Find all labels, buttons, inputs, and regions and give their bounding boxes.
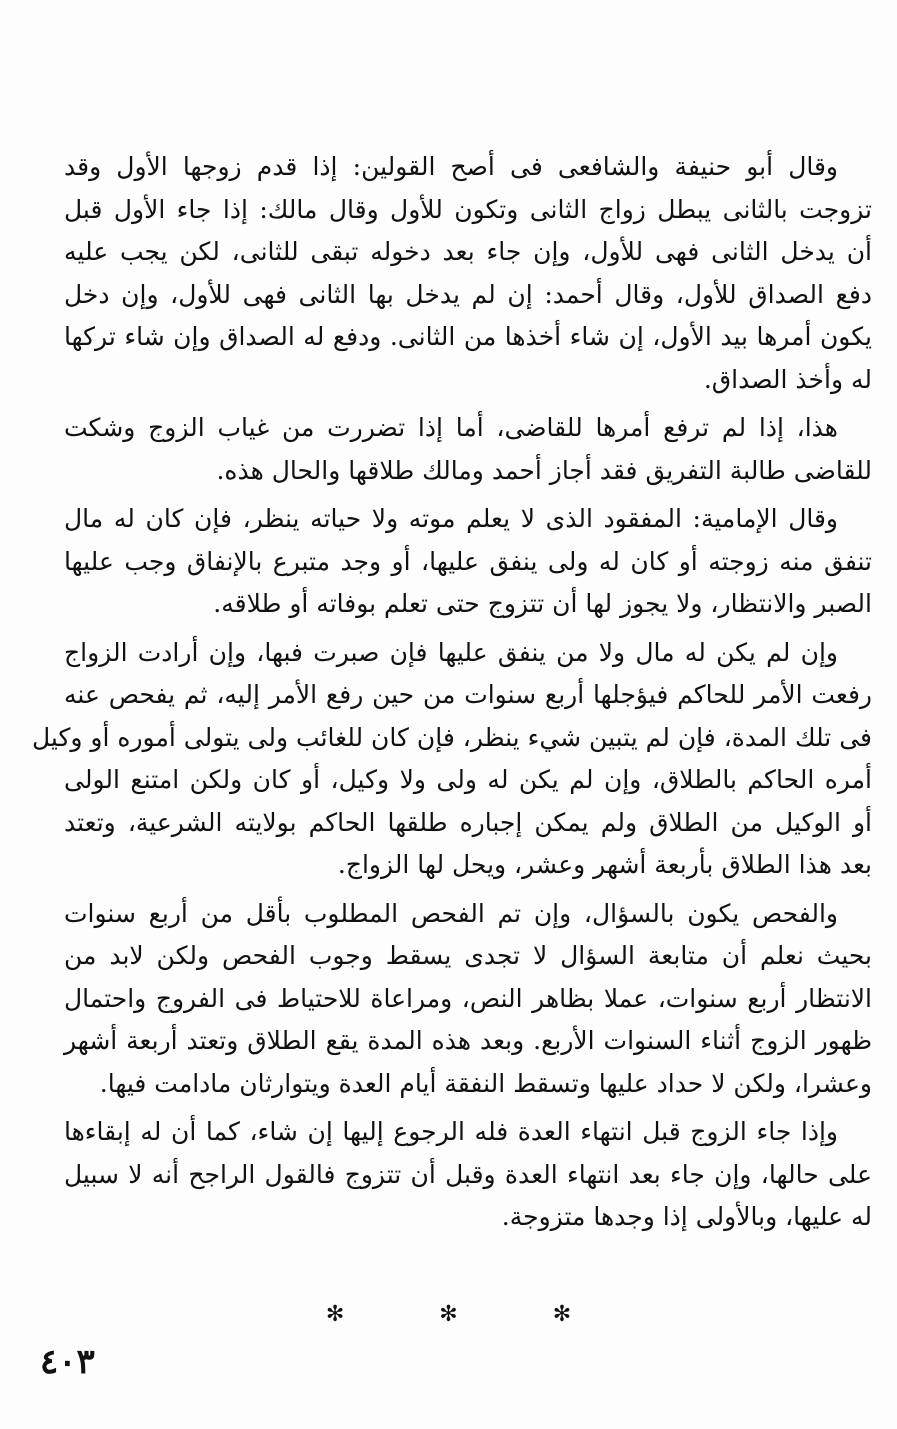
text-line: تنفق منه زوجته أو كان له ولى ينفق عليها، أو وجد متبرع بالإنفاق وجب عليها <box>64 546 872 576</box>
text-line: دفع الصداق للأول، وقال أحمد: إن لم يدخل بها الثانى فهى للأول، وإن دخل <box>64 279 872 309</box>
paragraph <box>64 146 872 401</box>
paragraph <box>64 893 872 1106</box>
text-line: هذا، إذا لم ترفع أمرها للقاضى، أما إذا تضررت من غياب الزوج وشكت <box>64 413 838 442</box>
text-line: أمره الحاكم بالطلاق، وإن لم يكن له ولى ولا وكيل، أو كان ولكن امتنع الولى <box>64 765 872 794</box>
text-line: فى تلك المدة، فإن لم يتبين شيء ينظر، فإن كان للغائب ولى يتولى أموره أو وكيل <box>32 722 872 752</box>
text-line: يكون أمرها بيد الأول، إن شاء أخذها من الثانى. ودفع له الصداق وإن شاء تركها <box>64 322 872 351</box>
text-line: على حالها، وإن جاء بعد انتهاء العدة وقبل أن تتزوج فالقول الراجح أنه لا سبيل <box>64 1159 872 1189</box>
paragraph <box>32 632 872 887</box>
text-line: أن يدخل الثانى فهى للأول، وإن جاء بعد دخوله تبقى للثانى، لكن يجب عليه <box>64 237 872 266</box>
paragraph <box>64 1111 872 1239</box>
text-line: الانتظار أربع سنوات، عملا بظاهر النص، ومراعاة للاحتياط فى الفروج واحتمال <box>64 983 872 1013</box>
text-line: وعشرا، ولكن لا حداد عليها وتسقط النفقة أيام العدة ويتوارثان مادامت فيها. <box>99 1068 872 1098</box>
paragraph <box>64 498 872 626</box>
text-line: رفعت الأمر للحاكم فيؤجلها أربع سنوات من حين رفع الأمر إليه، ثم يفحص عنه <box>64 680 872 709</box>
text-line: وقال الإمامية: المفقود الذى لا يعلم موته ولا حياته ينظر، فإن كان له مال <box>64 504 838 533</box>
text-line: تزوجت بالثانى يبطل زواج الثانى وتكون للأول وقال مالك: إذا جاء الأول قبل <box>64 194 872 224</box>
text-line: وقال أبو حنيفة والشافعى فى أصح القولين: إذا قدم زوجها الأول وقد <box>64 152 838 181</box>
text-line: ظهور الزوج أثناء السنوات الأربع. وبعد هذه المدة يقع الطلاق وتعتد أربعة أشهر <box>64 1026 872 1055</box>
text-line: وإن لم يكن له مال ولا من ينفق عليها فإن صبرت فبها، وإن أرادت الزواج <box>64 637 838 667</box>
text-line: الصبر والانتظار، ولا يجوز لها أن تتزوج حتى تعلم بوفاته أو طلاقه. <box>213 589 872 618</box>
text-line: له عليها، وبالأولى إذا وجدها متزوجة. <box>501 1202 872 1231</box>
text-line: والفحص يكون بالسؤال، وإن تم الفحص المطلوب بأقل من أربع سنوات <box>64 898 838 928</box>
section-separator: ✻ ✻ ✻ <box>325 1302 616 1327</box>
text-line: أو الوكيل من الطلاق ولم يمكن إجباره طلقها الحاكم بولايته الشرعية، وتعتد <box>64 807 872 837</box>
text-line: له وأخذ الصداق. <box>703 364 872 394</box>
page-number: ٤٠٣ <box>40 1342 95 1382</box>
text-line: بحيث نعلم أن متابعة السؤال لا تجدى يسقط وجوب الفحص ولكن لابد من <box>64 941 872 970</box>
text-line: بعد هذا الطلاق بأربعة أشهر وعشر، ويحل لها الزواج. <box>337 850 872 879</box>
paragraph <box>64 407 872 492</box>
text-line: للقاضى طالبة التفريق فقد أجاز أحمد ومالك طلاقها والحال هذه. <box>216 455 872 485</box>
body-text <box>32 146 872 1245</box>
text-line: وإذا جاء الزوج قبل انتهاء العدة فله الرجوع إليها إن شاء، كما أن له إبقاءها <box>64 1117 838 1146</box>
